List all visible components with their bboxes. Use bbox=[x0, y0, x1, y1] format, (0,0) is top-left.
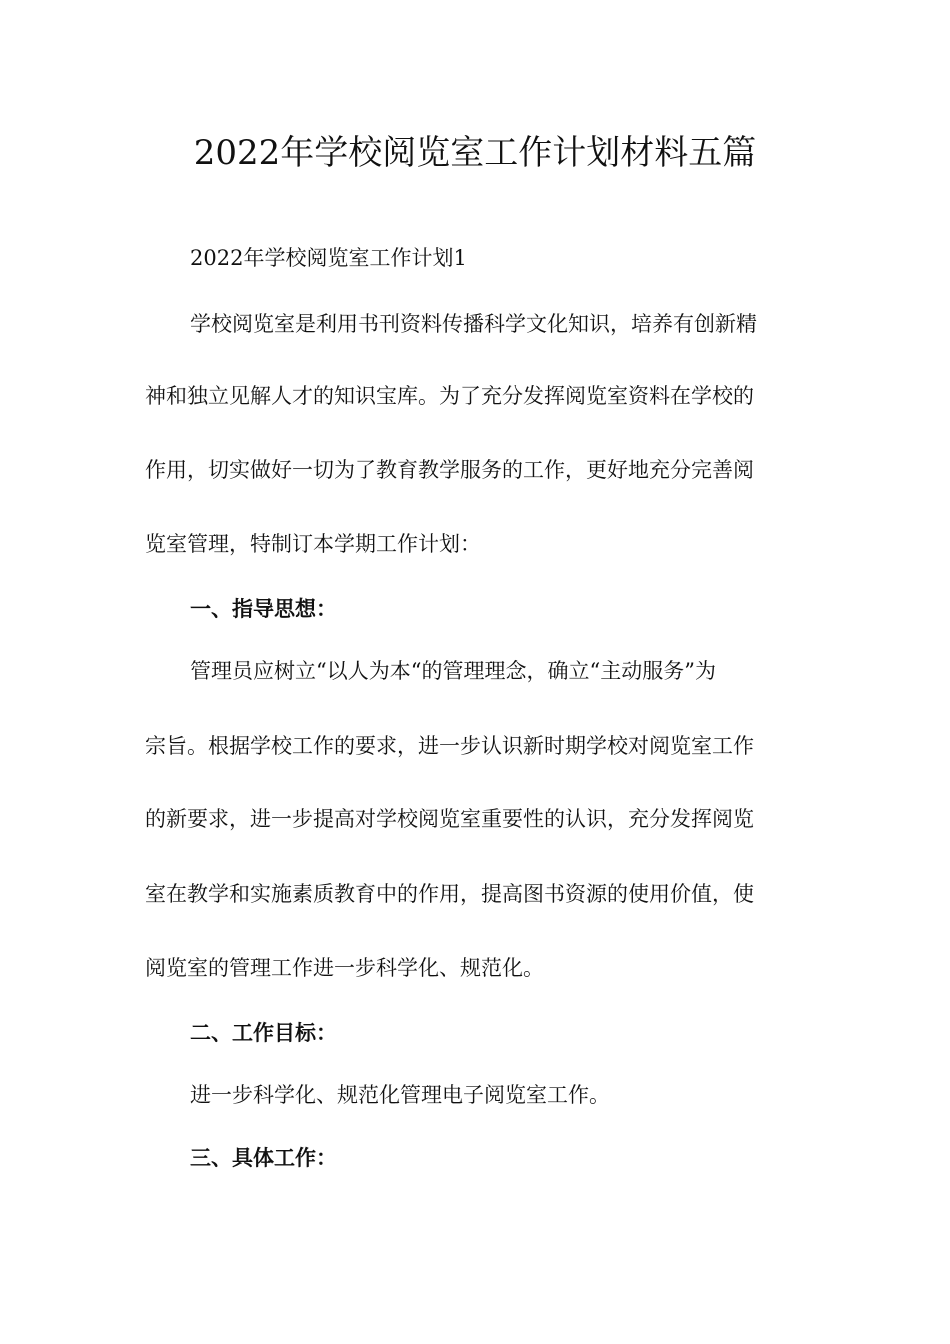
paragraph-line: 阅览室的管理工作进一步科学化、规范化。 bbox=[145, 956, 544, 980]
heading-guiding-thought: 一、指导思想： bbox=[190, 596, 337, 621]
paragraph-line: 作用，切实做好一切为了教育教学服务的工作，更好地充分完善阅 bbox=[145, 458, 754, 482]
section-heading: 2022年学校阅览室工作计划1 bbox=[190, 246, 467, 270]
paragraph-line: 进一步科学化、规范化管理电子阅览室工作。 bbox=[190, 1083, 610, 1107]
paragraph-line: 的新要求，进一步提高对学校阅览室重要性的认识，充分发挥阅览 bbox=[145, 807, 754, 831]
paragraph-line: 宗旨。根据学校工作的要求，进一步认识新时期学校对阅览室工作 bbox=[145, 734, 754, 758]
paragraph-line: 学校阅览室是利用书刊资料传播科学文化知识，培养有创新精 bbox=[190, 312, 757, 336]
paragraph-line: 览室管理，特制订本学期工作计划： bbox=[145, 532, 481, 556]
paragraph-line: 室在教学和实施素质教育中的作用，提高图书资源的使用价值，使 bbox=[145, 882, 754, 906]
paragraph-line: 管理员应树立“以人为本“的管理理念，确立“主动服务”为 bbox=[190, 659, 716, 683]
heading-specific-work: 三、具体工作： bbox=[190, 1145, 337, 1170]
paragraph-line: 神和独立见解人才的知识宝库。为了充分发挥阅览室资料在学校的 bbox=[145, 384, 754, 408]
heading-work-goals: 二、工作目标： bbox=[190, 1020, 337, 1045]
document-title: 2022年学校阅览室工作计划材料五篇 bbox=[193, 133, 757, 173]
